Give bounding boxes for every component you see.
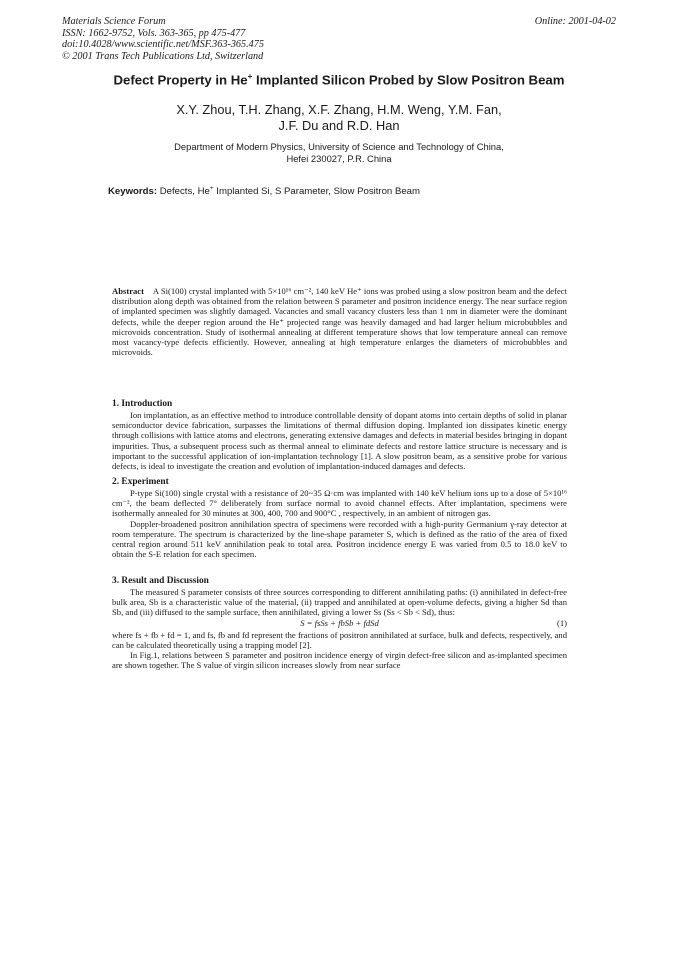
- affiliation-line-2: Hefei 230027, P.R. China: [286, 152, 392, 164]
- introduction-heading: 1. Introduction: [112, 399, 173, 409]
- experiment-paragraph-1: P-type Si(100) single crystal with a resistance of 20~35 Ω·cm was implanted with 140 keV helium ions up to a dose of 5×10¹⁶ cm⁻², the beam deflected 7° deliberately from surface normal to avoid channel effects. After implantation, specimens were isothermally annealed for 30 minutes at 300, 400, 700 and 900°C , respectively, in an ambient of nitrogen gas.: [112, 488, 567, 519]
- introduction-section: [112, 399, 567, 471]
- journal-issn: ISSN: 1662-9752, Vols. 363-365, pp 475-477: [62, 27, 246, 39]
- title-text-pre: Defect Property in He: [113, 72, 248, 88]
- equation-row: [112, 618, 567, 630]
- journal-name: Materials Science Forum: [62, 16, 166, 27]
- results-paragraph-1: The measured S parameter consists of three sources corresponding to different annihilating paths: (i) annihilated in defect-free bulk area, Sb is a characteristic value of the material, (ii) trapped and annihilated at open-volume defects, giving a higher Sd than Sb, and (iii) diffused to the sample surface, then annihilated, giving a lower Ss (Ss < Sb < Sd), thus:: [112, 587, 567, 618]
- title-text-post: Implanted Silicon Probed by Slow Positron Beam: [252, 72, 565, 88]
- equation-number: (1): [556, 617, 567, 628]
- keywords-superscript: +: [209, 185, 214, 192]
- authors-line-1: X.Y. Zhou, T.H. Zhang, X.F. Zhang, H.M. Weng, Y.M. Fan,: [176, 102, 502, 117]
- equation: S = fsSs + fbSb + fdSd: [300, 617, 379, 628]
- journal-header: [62, 16, 264, 62]
- abstract-section: [112, 286, 567, 357]
- affiliation: [0, 141, 678, 164]
- experiment-heading: 2. Experiment: [112, 477, 169, 487]
- keywords-text-post: Implanted Si, S Parameter, Slow Positron Beam: [213, 186, 420, 198]
- journal-doi: doi:10.4028/www.scientific.net/MSF.363-365.475: [62, 39, 264, 50]
- title-superscript: +: [247, 72, 253, 81]
- author-list: [0, 102, 678, 134]
- abstract-text: A Si(100) crystal implanted with 5×10¹⁶ cm⁻², 140 keV He⁺ ions was probed using a slow positron beam and the defect distribution along depth was obtained from the relation between S parameter and positron incidence energy. The near surface region of implanted specimen was slightly damaged. Vacancies and small vacancy clusters less than 1 nm in diameter were the dominant defects, while the deeper region around the He⁺ projected range was heavily damaged and had larger helium microbubbles and microvoids concentration. Study of isothermal annealing at different temperature shows that low temperature anneal can remove most vacancy-type defects efficiently. However, annealing at high temperature enlarges the diameters of microbubbles and microvoids.: [112, 286, 568, 358]
- experiment-section: [112, 477, 567, 559]
- affiliation-line-1: Department of Modern Physics, University of Science and Technology of China,: [174, 141, 504, 152]
- experiment-paragraph-2: Doppler-broadened positron annihilation spectra of specimens were recorded with a high-purity Germanium γ-ray detector at room temperature. The spectrum is characterized by the line-shape parameter S, which is defined as the ratio of the area of fixed central region around 511 keV annihilation peak to total area. Positron incidence energy E was varied from 0.5 to 18.0 keV to obtain the S-E relation for each specimen.: [112, 518, 567, 560]
- authors-line-2: J.F. Du and R.D. Han: [278, 118, 400, 133]
- keywords-label: Keywords:: [108, 186, 158, 198]
- abstract-label: Abstract: [112, 286, 144, 296]
- results-paragraph-3: In Fig.1, relations between S parameter and positron incidence energy of virgin defect-free silicon and as-implanted specimen are shown together. The S value of virgin silicon increases slowly from near surface: [112, 650, 567, 671]
- results-section: [112, 576, 567, 670]
- journal-copyright: © 2001 Trans Tech Publications Ltd, Switzerland: [62, 50, 264, 62]
- results-heading: 3. Result and Discussion: [112, 576, 209, 586]
- results-paragraph-2: where fs + fb + fd = 1, and fs, fb and fd represent the fractions of positron annihilated at surface, bulk and defects, respectively, and can be calculated theoretically using a trapping model [2].: [112, 629, 567, 650]
- keywords-text-pre: Defects, He: [157, 186, 210, 198]
- paper-title: [0, 72, 678, 87]
- online-date: Online: 2001-04-02: [534, 16, 616, 27]
- keywords: [108, 185, 420, 197]
- introduction-paragraph: Ion implantation, as an effective method to introduce controllable density of dopant atoms into certain depths of solid in planar semiconductor device fabrication, surpasses the limitations of thermal diffusion doping. Implanted ion dissipates kinetic energy through collisions with lattice atoms and electrons, generating extensive damages and defects in material besides bringing in dopant impurities. Thus, a subsequent process such as thermal anneal to eliminate defects and restore lattice structure is necessary and is important to the successful application of ion-implantation technology [1]. A slow positron beam, as a sensitive probe for various defects, is ideal to investigate the creation and evolution of implantation-induced damages and defects.: [112, 410, 567, 472]
